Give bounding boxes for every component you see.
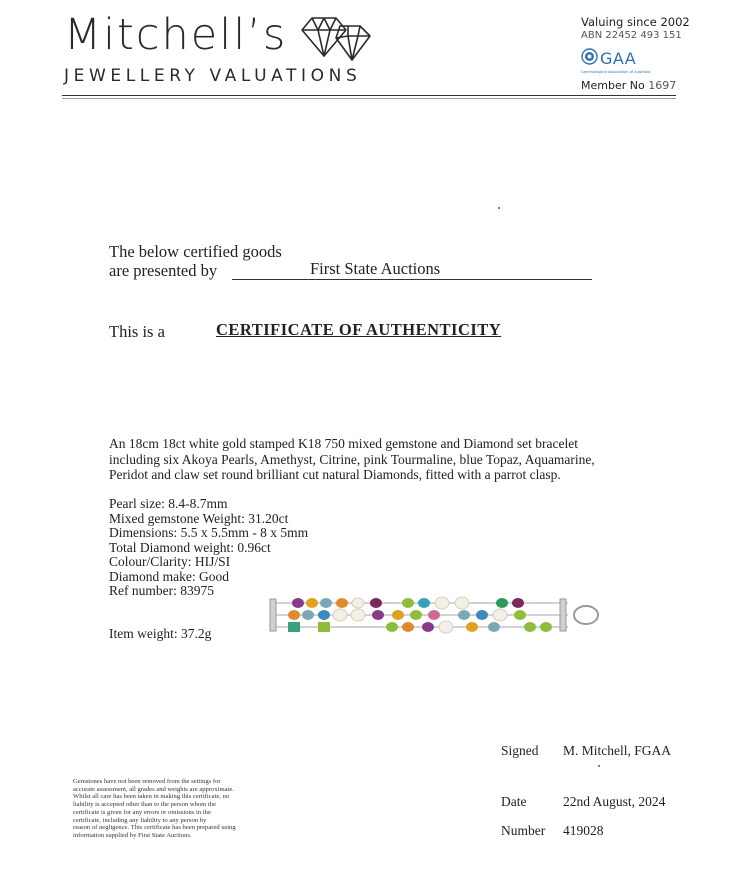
valuing-since: Valuing since 2002 xyxy=(581,15,690,29)
header-divider-thin xyxy=(62,98,676,99)
date-label: Date xyxy=(501,794,527,809)
disclaimer-line: liability is accepted other than to the person whom the xyxy=(73,801,217,809)
member-label: Member No xyxy=(581,79,645,92)
disclaimer-line: accurate assessment, all grades and weights are approximate. xyxy=(73,785,234,793)
number-label: Number xyxy=(501,823,546,838)
disclaimer-line: Gemstones have not been removed from the settings for xyxy=(73,778,221,785)
item-description xyxy=(109,436,629,483)
header-divider xyxy=(62,95,676,96)
brand-subtitle: JEWELLERY VALUATIONS xyxy=(64,66,362,86)
intro-line-2: are presented by xyxy=(109,261,218,280)
spec-line: Mixed gemstone Weight: 31.20ct xyxy=(109,510,289,526)
disclaimer-line: reason of negligence. This certificate has been prepared using xyxy=(73,824,236,832)
spec-line: Ref number: 83975 xyxy=(109,583,214,598)
spec-line: Pearl size: 8.4-8.7mm xyxy=(109,496,228,511)
spec-line: Dimensions: 5.5 x 5.5mm - 8 x 5mm xyxy=(109,525,309,540)
speck xyxy=(598,765,600,767)
disclaimer-line: certificate is given for any errors or omissions in the xyxy=(73,808,211,816)
disclaimer-line: certificate, including any liability to any person by xyxy=(73,816,207,824)
bracelet-photo xyxy=(268,585,608,645)
certificate-prefix: This is a xyxy=(109,322,165,341)
disclaimer-line: information supplied by First State Auctions. xyxy=(73,831,192,839)
gaa-subtitle: Gemmological Association of Australia xyxy=(581,70,651,74)
disclaimer-line: Whilst all care has been taken in making this certificate, no xyxy=(73,793,230,801)
date-value: 22nd August, 2024 xyxy=(563,794,666,809)
certificate-number: 419028 xyxy=(563,823,604,838)
member-number xyxy=(581,79,676,92)
spec-line: Total Diamond weight: 0.96ct xyxy=(109,539,271,555)
member-number-value: 1697 xyxy=(648,79,677,92)
disclaimer xyxy=(73,778,278,840)
gaa-seal-icon xyxy=(581,48,598,65)
presenter-field xyxy=(232,259,592,280)
item-weight: Item weight: 37.2g xyxy=(109,626,212,641)
signed-label: Signed xyxy=(501,743,539,758)
description-text: An 18cm 18ct white gold stamped K18 750 mixed gemstone and Diamond set bracelet including six Akoya Pearls, Amethyst, Citrine, pink Tourmaline, blue Topaz, Aquamarine, Peridot and claw set round brilliant cut natural Diamonds, fitted with a parrot clasp. xyxy=(109,436,595,482)
abn-number: ABN 22452 493 151 xyxy=(581,30,682,41)
spec-line: Colour/Clarity: HIJ/SI xyxy=(109,554,231,569)
intro-line-1: The below certified goods xyxy=(109,242,282,261)
spec-line: Diamond make: Good xyxy=(109,568,229,584)
gaa-label: GAA xyxy=(600,49,637,68)
signed-value: M. Mitchell, FGAA xyxy=(563,743,671,758)
presenter-name: First State Auctions xyxy=(310,259,441,278)
speck xyxy=(498,207,500,209)
diamond-logo-icon xyxy=(300,16,372,64)
brand-name: Mitchell’s xyxy=(64,10,288,60)
certificate-title: CERTIFICATE OF AUTHENTICITY xyxy=(216,320,502,339)
